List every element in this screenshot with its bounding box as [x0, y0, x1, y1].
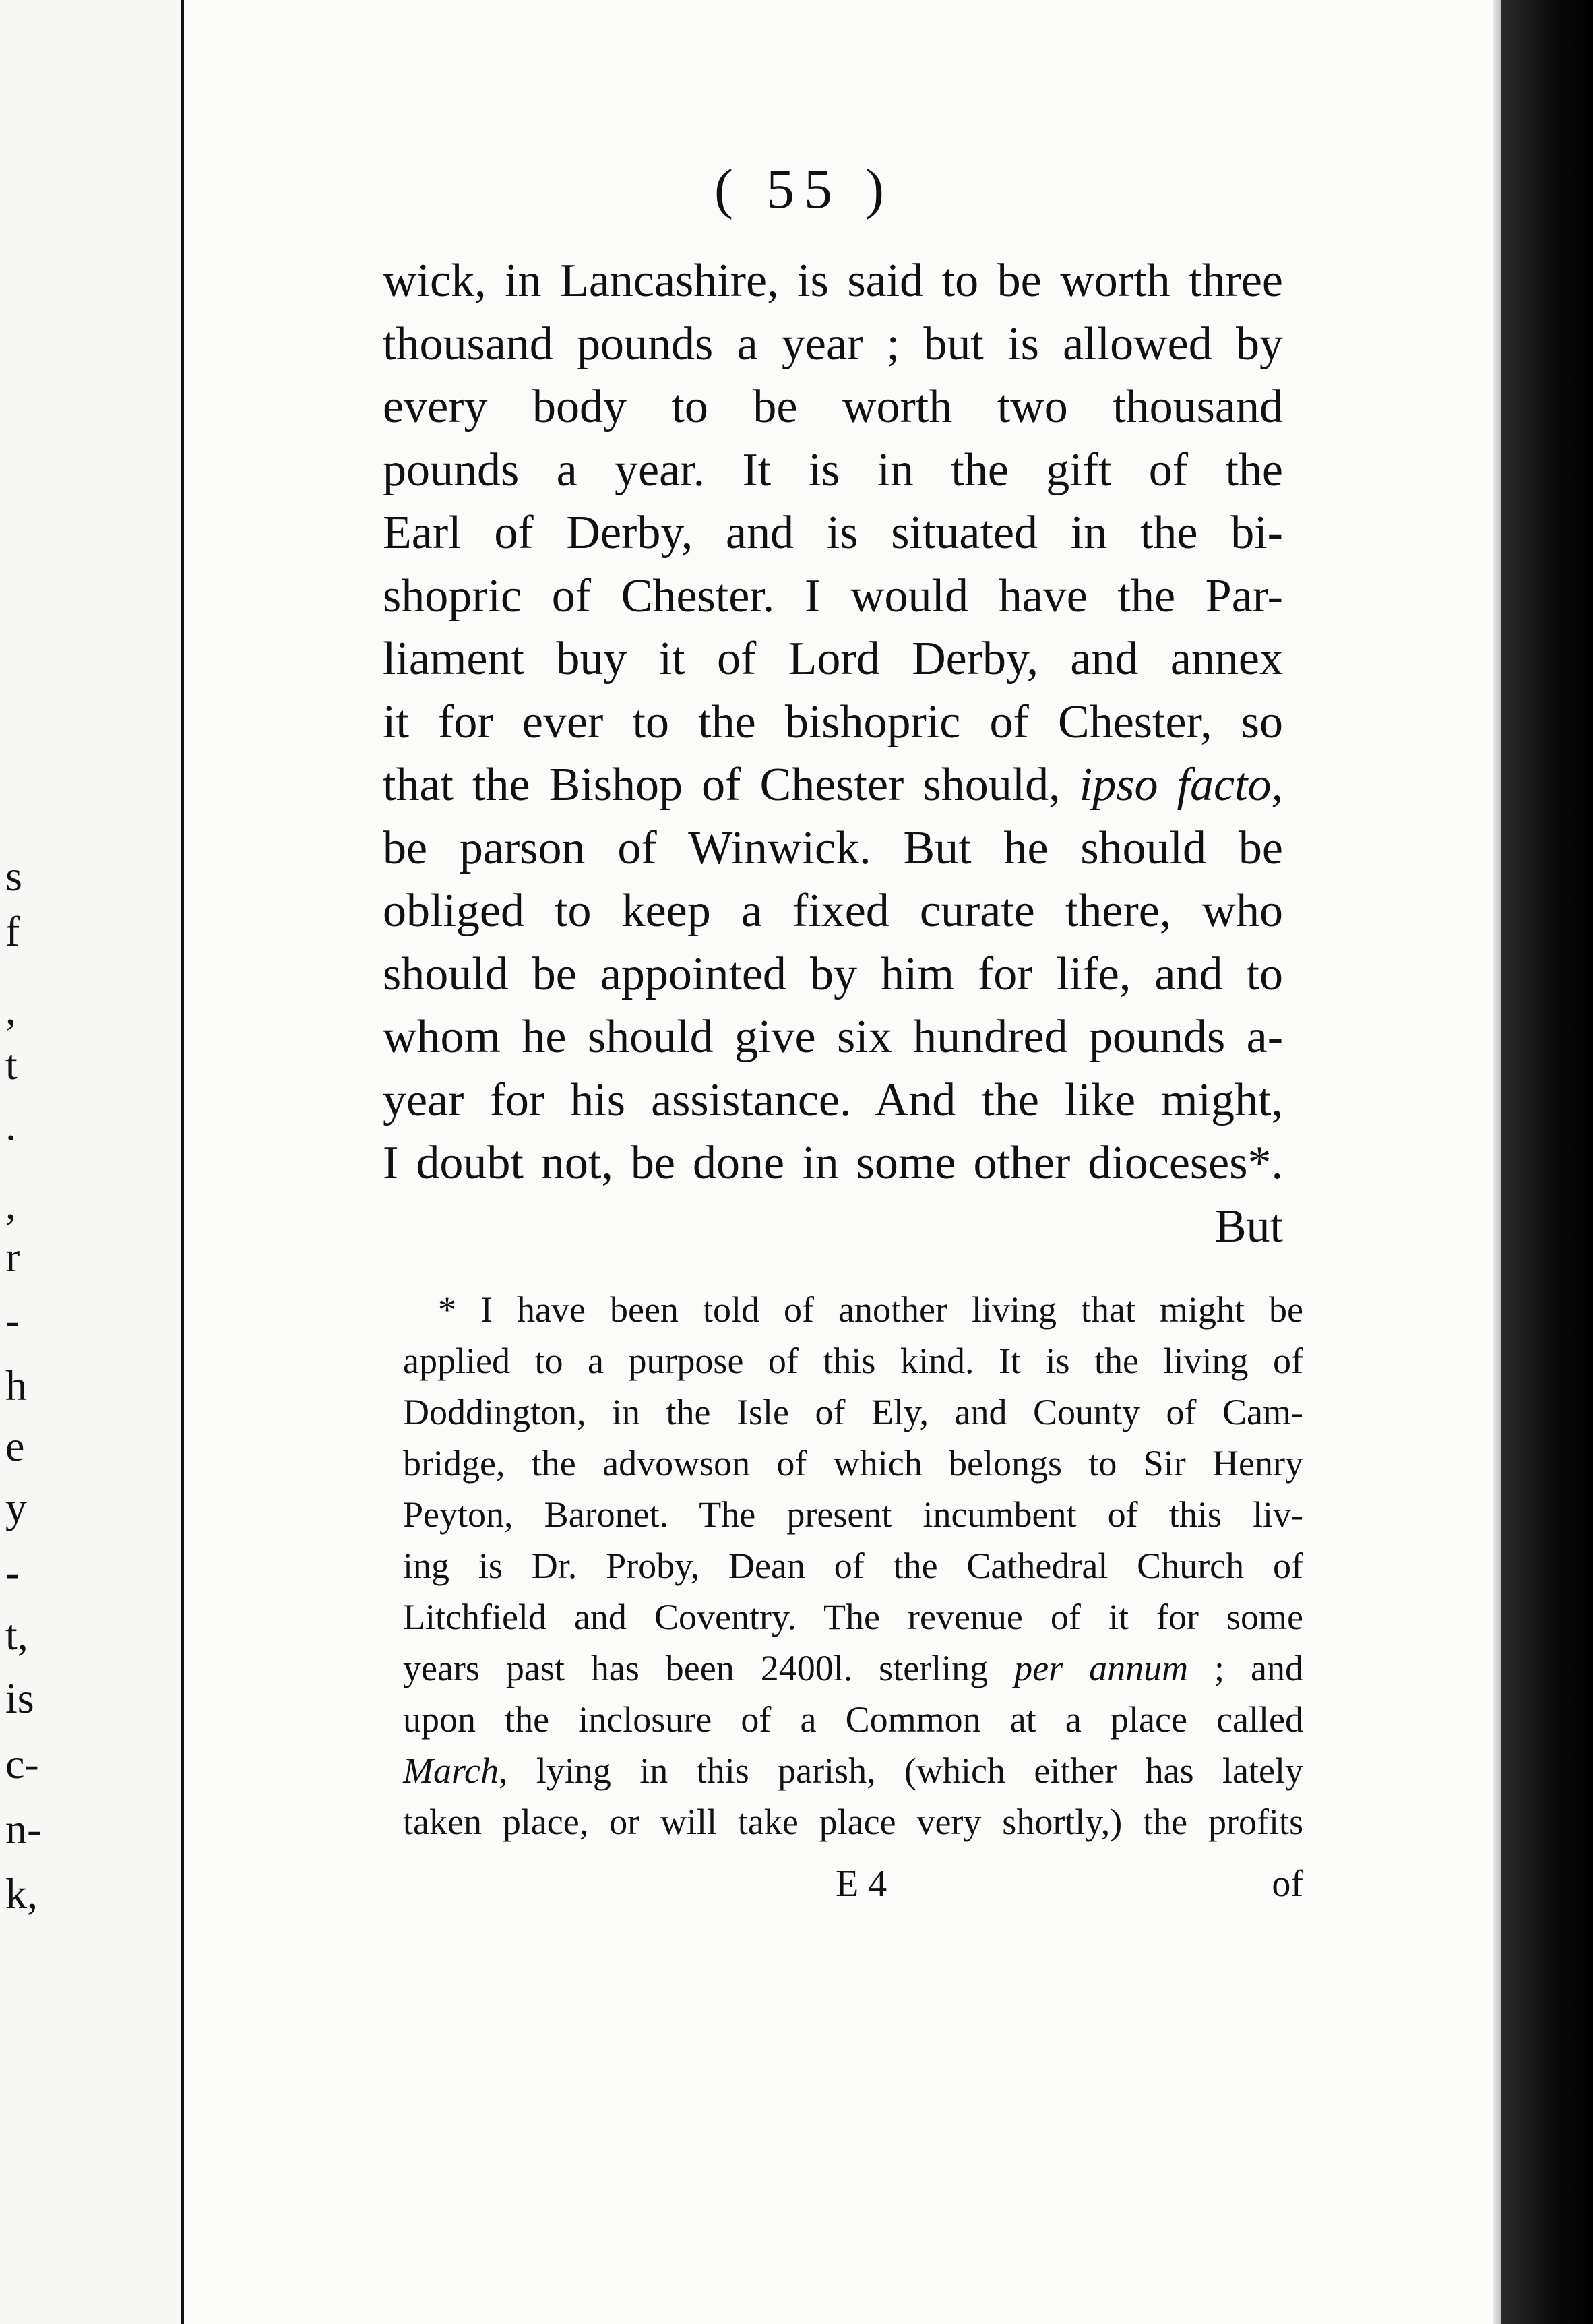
text-line: be parson of Winwick. But he should be: [383, 822, 1283, 874]
book-edge-shadow: [1501, 0, 1593, 2324]
page-number-header: ( 55 ): [714, 158, 894, 220]
text-line: Earl of Derby, and is situated in the bi-: [383, 507, 1283, 559]
footnote-line: * I have been told of another living that might be: [438, 1289, 1303, 1330]
margin-char: r: [5, 1233, 20, 1281]
margin-char: is: [5, 1674, 34, 1722]
margin-char: ,: [5, 1180, 16, 1228]
text-segment: ; and: [1214, 1648, 1303, 1688]
margin-char: e: [5, 1422, 25, 1470]
margin-char: h: [5, 1362, 27, 1409]
italic-phrase: March: [403, 1750, 499, 1791]
footnote-line: taken place, or will take place very shortly,) the profits: [403, 1802, 1303, 1842]
margin-char: k,: [5, 1870, 38, 1918]
page-footer: [403, 1862, 1303, 1914]
signature-mark: E 4: [836, 1863, 887, 1905]
text-line-with-italic: [383, 754, 1283, 817]
text-line: wick, in Lancashire, is said to be worth three: [383, 255, 1283, 307]
text-line: I doubt not, be done in some other dioceses*.: [383, 1137, 1283, 1189]
italic-phrase: ipso facto,: [1079, 759, 1283, 811]
footnote-line: applied to a purpose of this kind. It is the living of: [403, 1341, 1303, 1381]
text-line: year for his assistance. And the like might,: [383, 1074, 1283, 1126]
text-line: it for ever to the bishopric of Chester, so: [383, 696, 1283, 748]
text-line: every body to be worth two thousand: [383, 381, 1283, 433]
footnote-line: Doddington, in the Isle of Ely, and County of Cam-: [403, 1392, 1303, 1432]
main-text: [383, 249, 1283, 1258]
margin-char: c-: [5, 1740, 39, 1787]
margin-char: -: [5, 1296, 20, 1344]
text-line: liament buy it of Lord Derby, and annex: [383, 633, 1283, 685]
footnote-line-with-italic: [403, 1643, 1303, 1694]
footnote: [403, 1284, 1303, 1847]
footnote-line: ing is Dr. Proby, Dean of the Cathedral Church of: [403, 1546, 1303, 1586]
footnote-line-with-italic: [403, 1745, 1303, 1796]
margin-char: t,: [5, 1611, 28, 1659]
margin-char: ,: [5, 985, 16, 1033]
catchword: of: [1272, 1863, 1303, 1905]
left-page-fragment: [0, 0, 181, 2324]
margin-char: n-: [5, 1805, 42, 1853]
italic-phrase: per annum: [1014, 1648, 1189, 1688]
margin-char: t: [5, 1041, 18, 1089]
text-line: should be appointed by him for life, and to: [383, 948, 1283, 1000]
text-line: thousand pounds a year ; but is allowed by: [383, 317, 1283, 370]
text-line: obliged to keep a fixed curate there, who: [383, 885, 1283, 937]
margin-char: f: [5, 907, 20, 955]
footnote-line: bridge, the advowson of which belongs to Sir Henry: [403, 1443, 1303, 1484]
margin-char: y: [5, 1484, 27, 1531]
footnote-line: upon the inclosure of a Common at a place called: [403, 1699, 1303, 1740]
text-segment: years past has been 2400l. sterling: [403, 1648, 1015, 1688]
text-segment: that the Bishop of Chester should,: [383, 759, 1080, 811]
margin-char: -: [5, 1548, 20, 1596]
text-segment: , lying in this parish, (which either has lately: [498, 1750, 1303, 1791]
page-edge: [1493, 0, 1501, 2324]
footnote-line: Litchfield and Coventry. The revenue of it for some: [403, 1597, 1303, 1637]
text-line: whom he should give six hundred pounds a-: [383, 1011, 1283, 1063]
margin-char: s: [5, 852, 22, 900]
text-line: shopric of Chester. I would have the Par-: [383, 570, 1283, 622]
margin-char: .: [5, 1101, 16, 1149]
catch-line: But: [1214, 1200, 1283, 1252]
text-line: pounds a year. It is in the gift of the: [383, 444, 1283, 496]
footnote-line: Peyton, Baronet. The present incumbent of this liv-: [403, 1494, 1303, 1535]
